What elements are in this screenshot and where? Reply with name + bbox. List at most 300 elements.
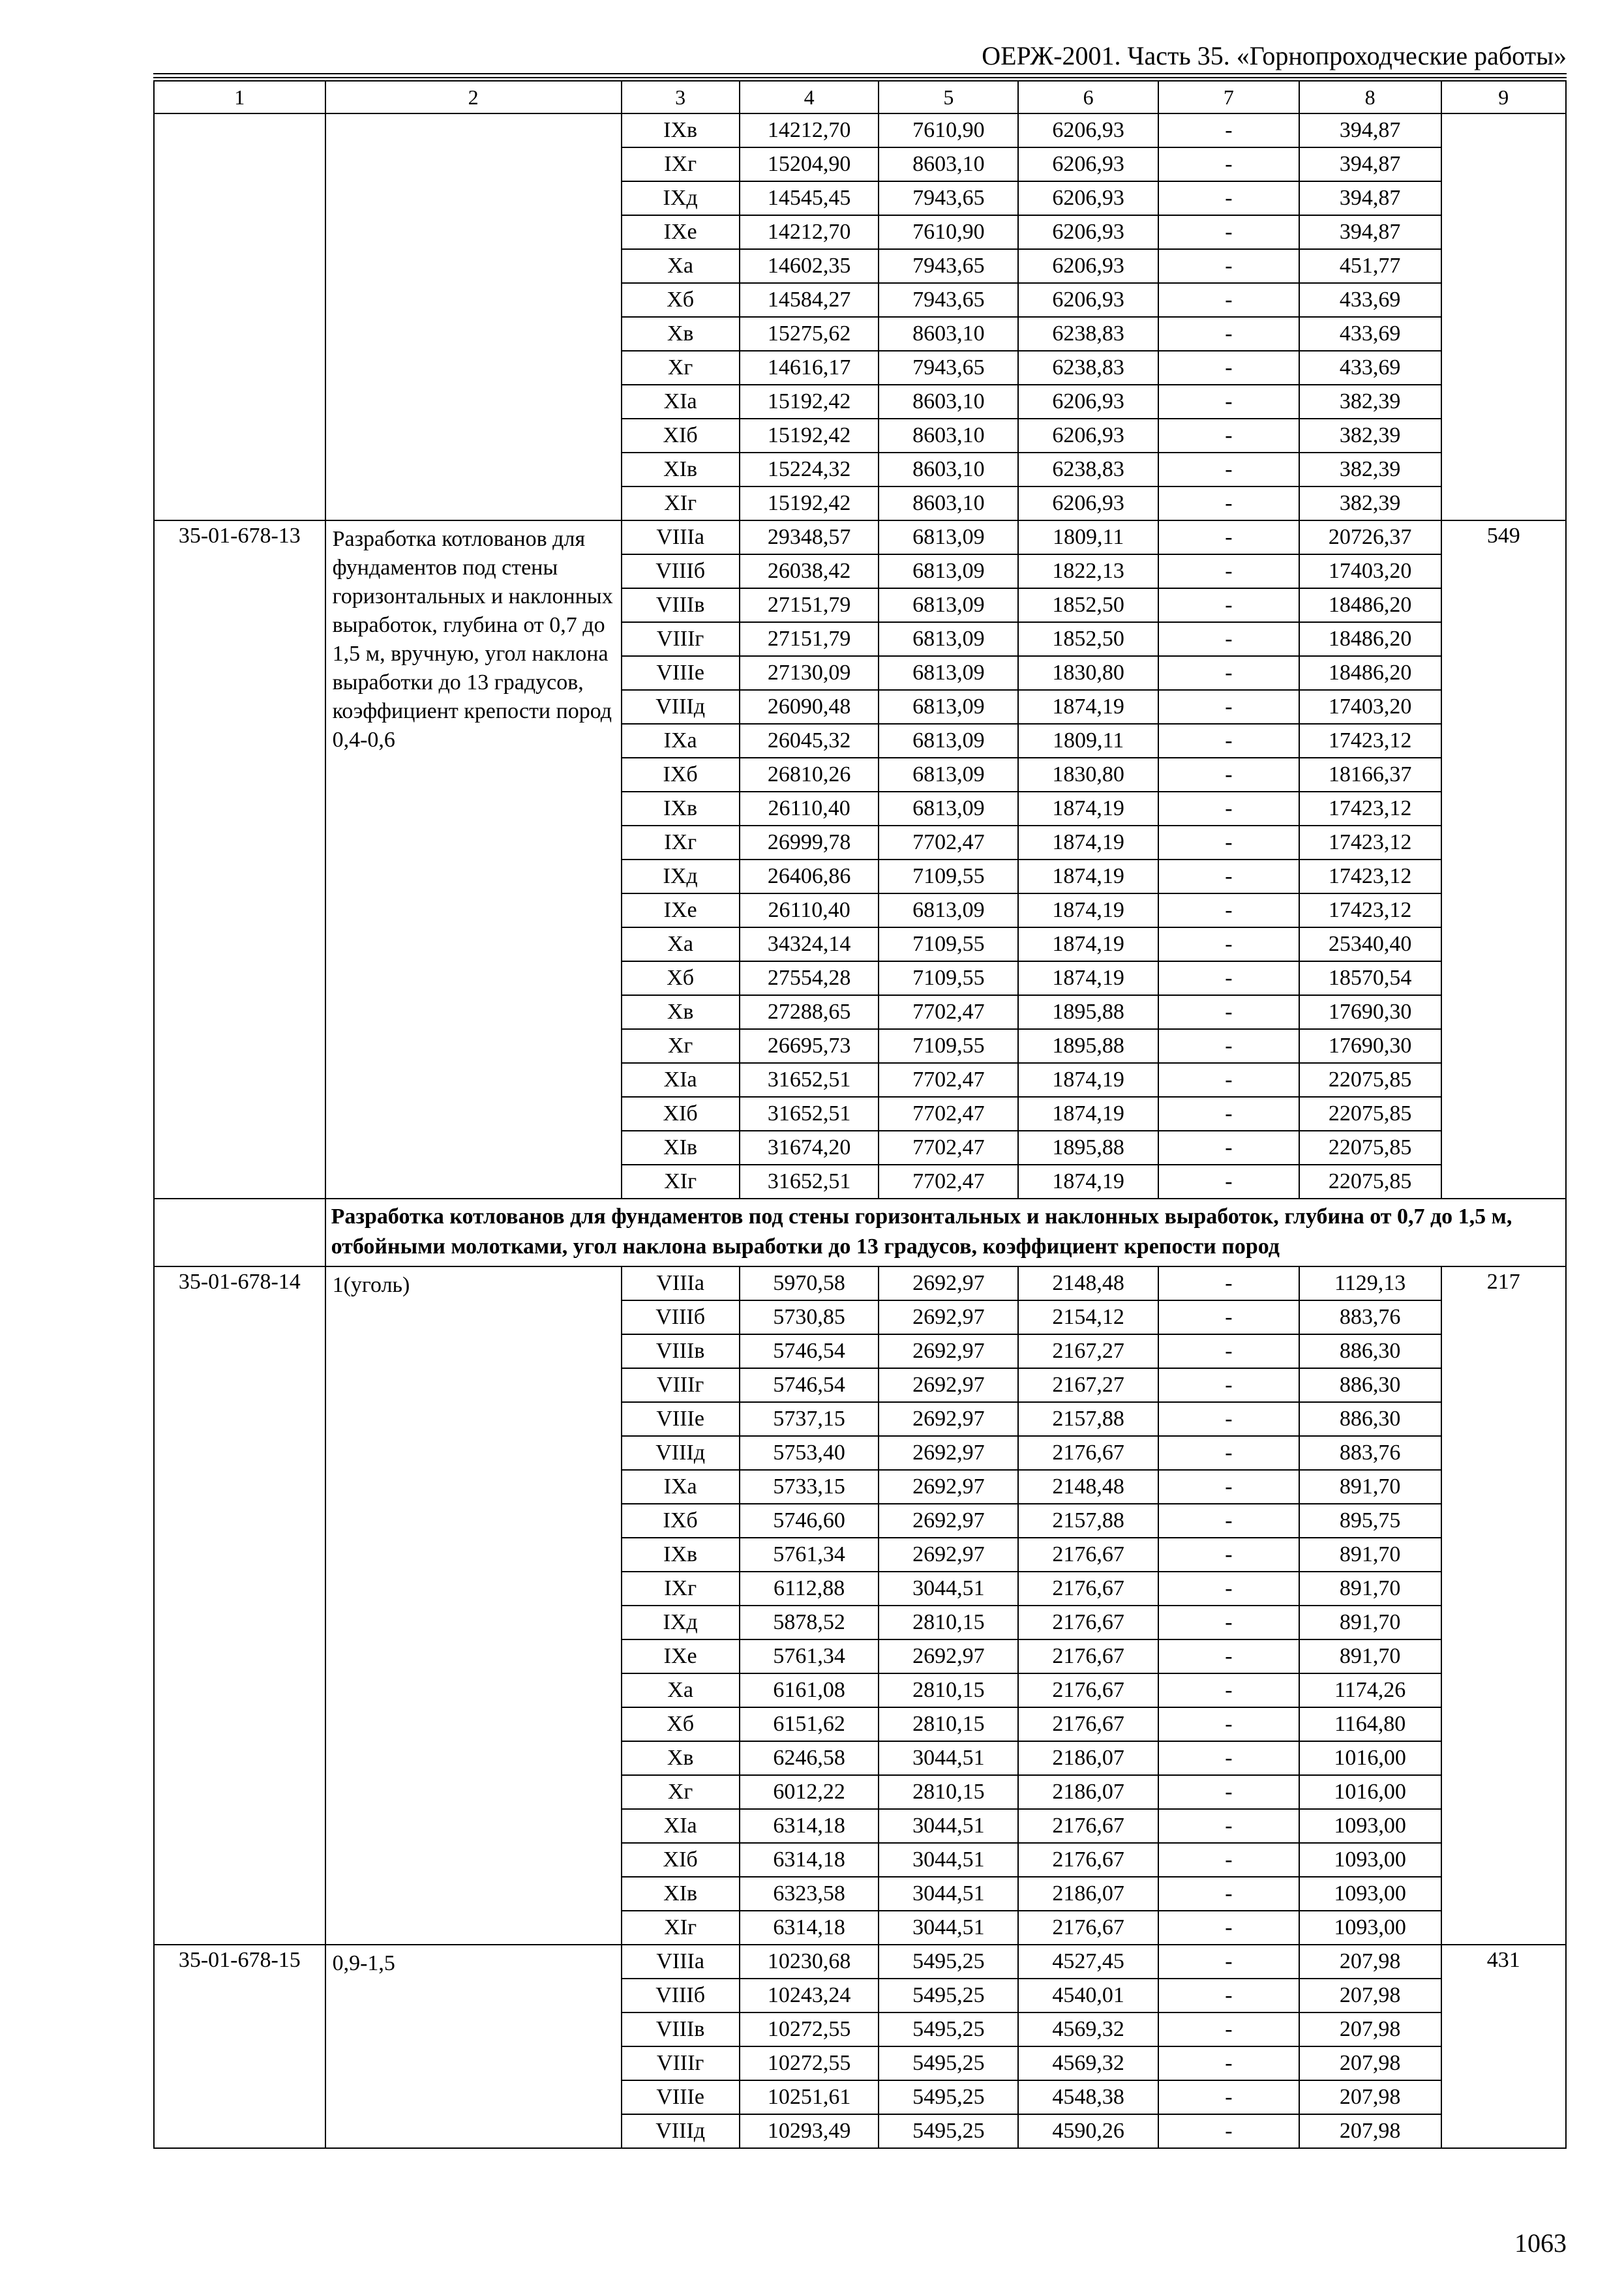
driver-wage-cell: -	[1158, 419, 1299, 453]
heading-code-cell	[154, 1199, 325, 1266]
machine-cost-cell: 6238,83	[1018, 453, 1158, 486]
materials-cost-cell: 382,39	[1299, 486, 1441, 520]
total-cost-cell: 31652,51	[740, 1165, 879, 1199]
labor-cost-cell: 7702,47	[879, 1097, 1018, 1131]
driver-wage-cell: -	[1158, 1097, 1299, 1131]
work-description-cell	[325, 113, 622, 520]
driver-wage-cell: -	[1158, 215, 1299, 249]
grade-cell: VIIIе	[622, 1402, 740, 1436]
machine-cost-cell: 2186,07	[1018, 1775, 1158, 1809]
grade-cell: VIIIе	[622, 656, 740, 690]
grade-cell: VIIIд	[622, 690, 740, 724]
driver-wage-cell: -	[1158, 1300, 1299, 1334]
labor-cost-cell: 7702,47	[879, 826, 1018, 860]
driver-wage-cell: -	[1158, 1538, 1299, 1572]
machine-cost-cell: 6206,93	[1018, 249, 1158, 283]
driver-wage-cell: -	[1158, 860, 1299, 893]
grade-cell: VIIIв	[622, 588, 740, 622]
grade-cell: IXб	[622, 758, 740, 792]
driver-wage-cell: -	[1158, 995, 1299, 1029]
grade-cell: IXв	[622, 792, 740, 826]
machine-cost-cell: 4527,45	[1018, 1945, 1158, 1979]
grade-cell: Xб	[622, 283, 740, 317]
machine-cost-cell: 6238,83	[1018, 317, 1158, 351]
materials-cost-cell: 207,98	[1299, 2080, 1441, 2114]
labor-cost-cell: 7610,90	[879, 215, 1018, 249]
labor-hours-cell	[1441, 113, 1566, 520]
grade-cell: Xа	[622, 249, 740, 283]
table-row	[154, 1266, 1566, 1300]
grade-cell: Xг	[622, 1029, 740, 1063]
driver-wage-cell: -	[1158, 554, 1299, 588]
materials-cost-cell: 891,70	[1299, 1572, 1441, 1606]
total-cost-cell: 26045,32	[740, 724, 879, 758]
materials-cost-cell: 886,30	[1299, 1334, 1441, 1368]
labor-cost-cell: 2692,97	[879, 1639, 1018, 1673]
machine-cost-cell: 2176,67	[1018, 1843, 1158, 1877]
labor-cost-cell: 2810,15	[879, 1707, 1018, 1741]
labor-cost-cell: 7943,65	[879, 181, 1018, 215]
grade-cell: XIа	[622, 385, 740, 419]
total-cost-cell: 6161,08	[740, 1673, 879, 1707]
column-number: 4	[740, 81, 879, 113]
driver-wage-cell: -	[1158, 2046, 1299, 2080]
materials-cost-cell: 394,87	[1299, 215, 1441, 249]
grade-cell: IXг	[622, 1572, 740, 1606]
grade-cell: IXд	[622, 181, 740, 215]
materials-cost-cell: 18486,20	[1299, 622, 1441, 656]
driver-wage-cell: -	[1158, 1266, 1299, 1300]
grade-cell: IXв	[622, 1538, 740, 1572]
labor-cost-cell: 2692,97	[879, 1368, 1018, 1402]
grade-cell: IXа	[622, 1470, 740, 1504]
total-cost-cell: 15204,90	[740, 147, 879, 181]
driver-wage-cell: -	[1158, 758, 1299, 792]
materials-cost-cell: 1129,13	[1299, 1266, 1441, 1300]
machine-cost-cell: 2176,67	[1018, 1572, 1158, 1606]
materials-cost-cell: 22075,85	[1299, 1165, 1441, 1199]
driver-wage-cell: -	[1158, 1029, 1299, 1063]
total-cost-cell: 10243,24	[740, 1979, 879, 2012]
driver-wage-cell: -	[1158, 453, 1299, 486]
driver-wage-cell: -	[1158, 1843, 1299, 1877]
labor-cost-cell: 8603,10	[879, 486, 1018, 520]
total-cost-cell: 15192,42	[740, 385, 879, 419]
labor-cost-cell: 3044,51	[879, 1877, 1018, 1911]
driver-wage-cell: -	[1158, 1606, 1299, 1639]
grade-cell: XIб	[622, 419, 740, 453]
driver-wage-cell: -	[1158, 927, 1299, 961]
total-cost-cell: 27554,28	[740, 961, 879, 995]
labor-cost-cell: 7702,47	[879, 1063, 1018, 1097]
total-cost-cell: 14602,35	[740, 249, 879, 283]
machine-cost-cell: 4569,32	[1018, 2046, 1158, 2080]
machine-cost-cell: 2176,67	[1018, 1538, 1158, 1572]
total-cost-cell: 14212,70	[740, 215, 879, 249]
driver-wage-cell: -	[1158, 113, 1299, 147]
labor-cost-cell: 7109,55	[879, 1029, 1018, 1063]
driver-wage-cell: -	[1158, 249, 1299, 283]
driver-wage-cell: -	[1158, 1911, 1299, 1945]
labor-cost-cell: 7943,65	[879, 351, 1018, 385]
total-cost-cell: 27151,79	[740, 622, 879, 656]
driver-wage-cell: -	[1158, 1470, 1299, 1504]
labor-cost-cell: 7610,90	[879, 113, 1018, 147]
machine-cost-cell: 2167,27	[1018, 1334, 1158, 1368]
labor-cost-cell: 8603,10	[879, 317, 1018, 351]
labor-cost-cell: 5495,25	[879, 2046, 1018, 2080]
total-cost-cell: 5753,40	[740, 1436, 879, 1470]
labor-cost-cell: 3044,51	[879, 1572, 1018, 1606]
machine-cost-cell: 4590,26	[1018, 2114, 1158, 2148]
machine-cost-cell: 4540,01	[1018, 1979, 1158, 2012]
machine-cost-cell: 6238,83	[1018, 351, 1158, 385]
grade-cell: IXг	[622, 826, 740, 860]
page-number: 1063	[1514, 2228, 1567, 2258]
driver-wage-cell: -	[1158, 1165, 1299, 1199]
total-cost-cell: 6246,58	[740, 1741, 879, 1775]
table-row	[154, 520, 1566, 554]
machine-cost-cell: 2176,67	[1018, 1809, 1158, 1843]
total-cost-cell: 14212,70	[740, 113, 879, 147]
rate-code-cell: 35-01-678-14	[154, 1266, 325, 1945]
grade-cell: XIб	[622, 1843, 740, 1877]
materials-cost-cell: 17403,20	[1299, 554, 1441, 588]
grade-cell: VIIIв	[622, 1334, 740, 1368]
materials-cost-cell: 207,98	[1299, 2114, 1441, 2148]
column-number-row	[154, 81, 1566, 113]
column-number: 7	[1158, 81, 1299, 113]
materials-cost-cell: 883,76	[1299, 1436, 1441, 1470]
labor-cost-cell: 7109,55	[879, 860, 1018, 893]
machine-cost-cell: 1809,11	[1018, 520, 1158, 554]
driver-wage-cell: -	[1158, 622, 1299, 656]
total-cost-cell: 10251,61	[740, 2080, 879, 2114]
total-cost-cell: 26999,78	[740, 826, 879, 860]
column-number: 3	[622, 81, 740, 113]
materials-cost-cell: 1093,00	[1299, 1843, 1441, 1877]
labor-cost-cell: 8603,10	[879, 419, 1018, 453]
machine-cost-cell: 2176,67	[1018, 1707, 1158, 1741]
materials-cost-cell: 20726,37	[1299, 520, 1441, 554]
grade-cell: VIIIв	[622, 2012, 740, 2046]
header-rule-bottom	[153, 77, 1567, 78]
grade-cell: IXг	[622, 147, 740, 181]
labor-cost-cell: 3044,51	[879, 1741, 1018, 1775]
machine-cost-cell: 2186,07	[1018, 1741, 1158, 1775]
grade-cell: VIIIг	[622, 1368, 740, 1402]
total-cost-cell: 26406,86	[740, 860, 879, 893]
materials-cost-cell: 18166,37	[1299, 758, 1441, 792]
materials-cost-cell: 895,75	[1299, 1504, 1441, 1538]
materials-cost-cell: 394,87	[1299, 147, 1441, 181]
grade-cell: VIIIг	[622, 622, 740, 656]
machine-cost-cell: 1874,19	[1018, 1097, 1158, 1131]
driver-wage-cell: -	[1158, 1504, 1299, 1538]
machine-cost-cell: 2157,88	[1018, 1504, 1158, 1538]
work-description-cell: Разработка котлованов для фундаментов под стены горизонтальных и наклонных выработок, глубина от 0,7 до 1,5 м, вручную, угол наклона выработки до 13 градусов, коэффициент крепости пород 0,4-0,6	[325, 520, 622, 1199]
grade-cell: VIIIб	[622, 1300, 740, 1334]
total-cost-cell: 6314,18	[740, 1809, 879, 1843]
labor-cost-cell: 3044,51	[879, 1843, 1018, 1877]
labor-cost-cell: 3044,51	[879, 1911, 1018, 1945]
materials-cost-cell: 1016,00	[1299, 1775, 1441, 1809]
total-cost-cell: 5746,54	[740, 1368, 879, 1402]
driver-wage-cell: -	[1158, 1707, 1299, 1741]
machine-cost-cell: 4569,32	[1018, 2012, 1158, 2046]
machine-cost-cell: 4548,38	[1018, 2080, 1158, 2114]
rate-code-cell: 35-01-678-13	[154, 520, 325, 1199]
grade-cell: IXв	[622, 113, 740, 147]
machine-cost-cell: 1895,88	[1018, 995, 1158, 1029]
total-cost-cell: 5761,34	[740, 1639, 879, 1673]
materials-cost-cell: 17423,12	[1299, 724, 1441, 758]
total-cost-cell: 15192,42	[740, 419, 879, 453]
grade-cell: XIа	[622, 1809, 740, 1843]
driver-wage-cell: -	[1158, 961, 1299, 995]
materials-cost-cell: 886,30	[1299, 1402, 1441, 1436]
driver-wage-cell: -	[1158, 724, 1299, 758]
column-number: 8	[1299, 81, 1441, 113]
labor-cost-cell: 2692,97	[879, 1266, 1018, 1300]
grade-cell: VIIIа	[622, 520, 740, 554]
labor-cost-cell: 5495,25	[879, 1945, 1018, 1979]
machine-cost-cell: 1895,88	[1018, 1131, 1158, 1165]
materials-cost-cell: 883,76	[1299, 1300, 1441, 1334]
materials-cost-cell: 17690,30	[1299, 1029, 1441, 1063]
grade-cell: VIIIа	[622, 1945, 740, 1979]
grade-cell: VIIIа	[622, 1266, 740, 1300]
total-cost-cell: 10272,55	[740, 2046, 879, 2080]
column-number: 2	[325, 81, 622, 113]
total-cost-cell: 5737,15	[740, 1402, 879, 1436]
driver-wage-cell: -	[1158, 2114, 1299, 2148]
driver-wage-cell: -	[1158, 1673, 1299, 1707]
labor-cost-cell: 7109,55	[879, 961, 1018, 995]
rates-table	[153, 80, 1567, 2149]
labor-cost-cell: 2692,97	[879, 1300, 1018, 1334]
labor-cost-cell: 6813,09	[879, 554, 1018, 588]
driver-wage-cell: -	[1158, 656, 1299, 690]
grade-cell: XIв	[622, 453, 740, 486]
rate-code-cell	[154, 113, 325, 520]
total-cost-cell: 15224,32	[740, 453, 879, 486]
materials-cost-cell: 207,98	[1299, 1979, 1441, 2012]
labor-cost-cell: 8603,10	[879, 385, 1018, 419]
machine-cost-cell: 2176,67	[1018, 1606, 1158, 1639]
labor-cost-cell: 2810,15	[879, 1775, 1018, 1809]
column-number: 5	[879, 81, 1018, 113]
machine-cost-cell: 2154,12	[1018, 1300, 1158, 1334]
grade-cell: Xб	[622, 961, 740, 995]
driver-wage-cell: -	[1158, 2080, 1299, 2114]
labor-cost-cell: 2810,15	[879, 1673, 1018, 1707]
machine-cost-cell: 6206,93	[1018, 215, 1158, 249]
total-cost-cell: 27130,09	[740, 656, 879, 690]
section-heading: Разработка котлованов для фундаментов под стены горизонтальных и наклонных выработок, глубина от 0,7 до 1,5 м, отбойными молотками, угол наклона выработки до 13 градусов, коэффициент крепости пород	[325, 1199, 1566, 1266]
grade-cell: IXа	[622, 724, 740, 758]
materials-cost-cell: 22075,85	[1299, 1063, 1441, 1097]
materials-cost-cell: 207,98	[1299, 2012, 1441, 2046]
labor-hours-cell: 549	[1441, 520, 1566, 1199]
driver-wage-cell: -	[1158, 1639, 1299, 1673]
grade-cell: IXб	[622, 1504, 740, 1538]
total-cost-cell: 14545,45	[740, 181, 879, 215]
machine-cost-cell: 1830,80	[1018, 758, 1158, 792]
section-heading-row	[154, 1199, 1566, 1266]
running-header: ОЕРЖ-2001. Часть 35. «Горнопроходческие работы»	[982, 41, 1567, 70]
header-rule-top	[153, 73, 1567, 74]
total-cost-cell: 6314,18	[740, 1843, 879, 1877]
driver-wage-cell: -	[1158, 1741, 1299, 1775]
table-row	[154, 113, 1566, 147]
grade-cell: VIIIд	[622, 1436, 740, 1470]
machine-cost-cell: 6206,93	[1018, 385, 1158, 419]
labor-cost-cell: 3044,51	[879, 1809, 1018, 1843]
machine-cost-cell: 1830,80	[1018, 656, 1158, 690]
machine-cost-cell: 6206,93	[1018, 486, 1158, 520]
total-cost-cell: 10293,49	[740, 2114, 879, 2148]
labor-cost-cell: 2692,97	[879, 1436, 1018, 1470]
materials-cost-cell: 17423,12	[1299, 893, 1441, 927]
total-cost-cell: 31652,51	[740, 1063, 879, 1097]
labor-cost-cell: 8603,10	[879, 147, 1018, 181]
total-cost-cell: 6323,58	[740, 1877, 879, 1911]
grade-cell: XIа	[622, 1063, 740, 1097]
materials-cost-cell: 22075,85	[1299, 1097, 1441, 1131]
materials-cost-cell: 25340,40	[1299, 927, 1441, 961]
machine-cost-cell: 2176,67	[1018, 1639, 1158, 1673]
total-cost-cell: 27288,65	[740, 995, 879, 1029]
column-number: 1	[154, 81, 325, 113]
grade-cell: IXе	[622, 1639, 740, 1673]
total-cost-cell: 14616,17	[740, 351, 879, 385]
driver-wage-cell: -	[1158, 893, 1299, 927]
grade-cell: XIг	[622, 486, 740, 520]
grade-cell: VIIIб	[622, 554, 740, 588]
materials-cost-cell: 394,87	[1299, 113, 1441, 147]
machine-cost-cell: 1874,19	[1018, 961, 1158, 995]
column-number: 9	[1441, 81, 1566, 113]
machine-cost-cell: 2176,67	[1018, 1436, 1158, 1470]
materials-cost-cell: 891,70	[1299, 1639, 1441, 1673]
grade-cell: XIг	[622, 1911, 740, 1945]
labor-cost-cell: 7943,65	[879, 249, 1018, 283]
materials-cost-cell: 17423,12	[1299, 826, 1441, 860]
machine-cost-cell: 6206,93	[1018, 147, 1158, 181]
grade-cell: VIIIе	[622, 2080, 740, 2114]
driver-wage-cell: -	[1158, 1775, 1299, 1809]
materials-cost-cell: 207,98	[1299, 2046, 1441, 2080]
grade-cell: Xа	[622, 1673, 740, 1707]
total-cost-cell: 5746,54	[740, 1334, 879, 1368]
total-cost-cell: 26110,40	[740, 893, 879, 927]
machine-cost-cell: 1822,13	[1018, 554, 1158, 588]
labor-cost-cell: 7702,47	[879, 995, 1018, 1029]
materials-cost-cell: 1093,00	[1299, 1911, 1441, 1945]
total-cost-cell: 26810,26	[740, 758, 879, 792]
machine-cost-cell: 1874,19	[1018, 792, 1158, 826]
table-row	[154, 1945, 1566, 1979]
materials-cost-cell: 394,87	[1299, 181, 1441, 215]
materials-cost-cell: 1174,26	[1299, 1673, 1441, 1707]
total-cost-cell: 34324,14	[740, 927, 879, 961]
labor-cost-cell: 2810,15	[879, 1606, 1018, 1639]
materials-cost-cell: 18486,20	[1299, 588, 1441, 622]
grade-cell: IXе	[622, 893, 740, 927]
grade-cell: XIг	[622, 1165, 740, 1199]
materials-cost-cell: 207,98	[1299, 1945, 1441, 1979]
driver-wage-cell: -	[1158, 520, 1299, 554]
driver-wage-cell: -	[1158, 147, 1299, 181]
labor-cost-cell: 6813,09	[879, 792, 1018, 826]
rates-table-body	[154, 81, 1566, 2148]
driver-wage-cell: -	[1158, 1436, 1299, 1470]
driver-wage-cell: -	[1158, 826, 1299, 860]
machine-cost-cell: 1874,19	[1018, 927, 1158, 961]
grade-cell: Xв	[622, 1741, 740, 1775]
materials-cost-cell: 18486,20	[1299, 656, 1441, 690]
labor-cost-cell: 7109,55	[879, 927, 1018, 961]
driver-wage-cell: -	[1158, 1131, 1299, 1165]
total-cost-cell: 6012,22	[740, 1775, 879, 1809]
total-cost-cell: 15192,42	[740, 486, 879, 520]
materials-cost-cell: 433,69	[1299, 351, 1441, 385]
total-cost-cell: 5761,34	[740, 1538, 879, 1572]
labor-cost-cell: 6813,09	[879, 724, 1018, 758]
materials-cost-cell: 382,39	[1299, 453, 1441, 486]
total-cost-cell: 31652,51	[740, 1097, 879, 1131]
driver-wage-cell: -	[1158, 1877, 1299, 1911]
work-description-cell: 1(уголь)	[325, 1266, 622, 1945]
column-number: 6	[1018, 81, 1158, 113]
machine-cost-cell: 1874,19	[1018, 1165, 1158, 1199]
grade-cell: IXд	[622, 1606, 740, 1639]
machine-cost-cell: 1874,19	[1018, 893, 1158, 927]
total-cost-cell: 5878,52	[740, 1606, 879, 1639]
driver-wage-cell: -	[1158, 1809, 1299, 1843]
driver-wage-cell: -	[1158, 690, 1299, 724]
driver-wage-cell: -	[1158, 792, 1299, 826]
materials-cost-cell: 891,70	[1299, 1538, 1441, 1572]
driver-wage-cell: -	[1158, 1572, 1299, 1606]
driver-wage-cell: -	[1158, 317, 1299, 351]
machine-cost-cell: 6206,93	[1018, 113, 1158, 147]
machine-cost-cell: 1874,19	[1018, 826, 1158, 860]
labor-cost-cell: 7702,47	[879, 1165, 1018, 1199]
grade-cell: XIв	[622, 1877, 740, 1911]
grade-cell: XIб	[622, 1097, 740, 1131]
labor-cost-cell: 5495,25	[879, 2080, 1018, 2114]
total-cost-cell: 10272,55	[740, 2012, 879, 2046]
rate-code-cell: 35-01-678-15	[154, 1945, 325, 2148]
machine-cost-cell: 1852,50	[1018, 622, 1158, 656]
grade-cell: Xв	[622, 995, 740, 1029]
grade-cell: VIIIг	[622, 2046, 740, 2080]
labor-cost-cell: 2692,97	[879, 1538, 1018, 1572]
driver-wage-cell: -	[1158, 1945, 1299, 1979]
labor-cost-cell: 2692,97	[879, 1470, 1018, 1504]
total-cost-cell: 31674,20	[740, 1131, 879, 1165]
machine-cost-cell: 1874,19	[1018, 1063, 1158, 1097]
driver-wage-cell: -	[1158, 1368, 1299, 1402]
total-cost-cell: 6314,18	[740, 1911, 879, 1945]
total-cost-cell: 29348,57	[740, 520, 879, 554]
labor-cost-cell: 2692,97	[879, 1504, 1018, 1538]
machine-cost-cell: 6206,93	[1018, 283, 1158, 317]
grade-cell: Xг	[622, 1775, 740, 1809]
machine-cost-cell: 6206,93	[1018, 181, 1158, 215]
